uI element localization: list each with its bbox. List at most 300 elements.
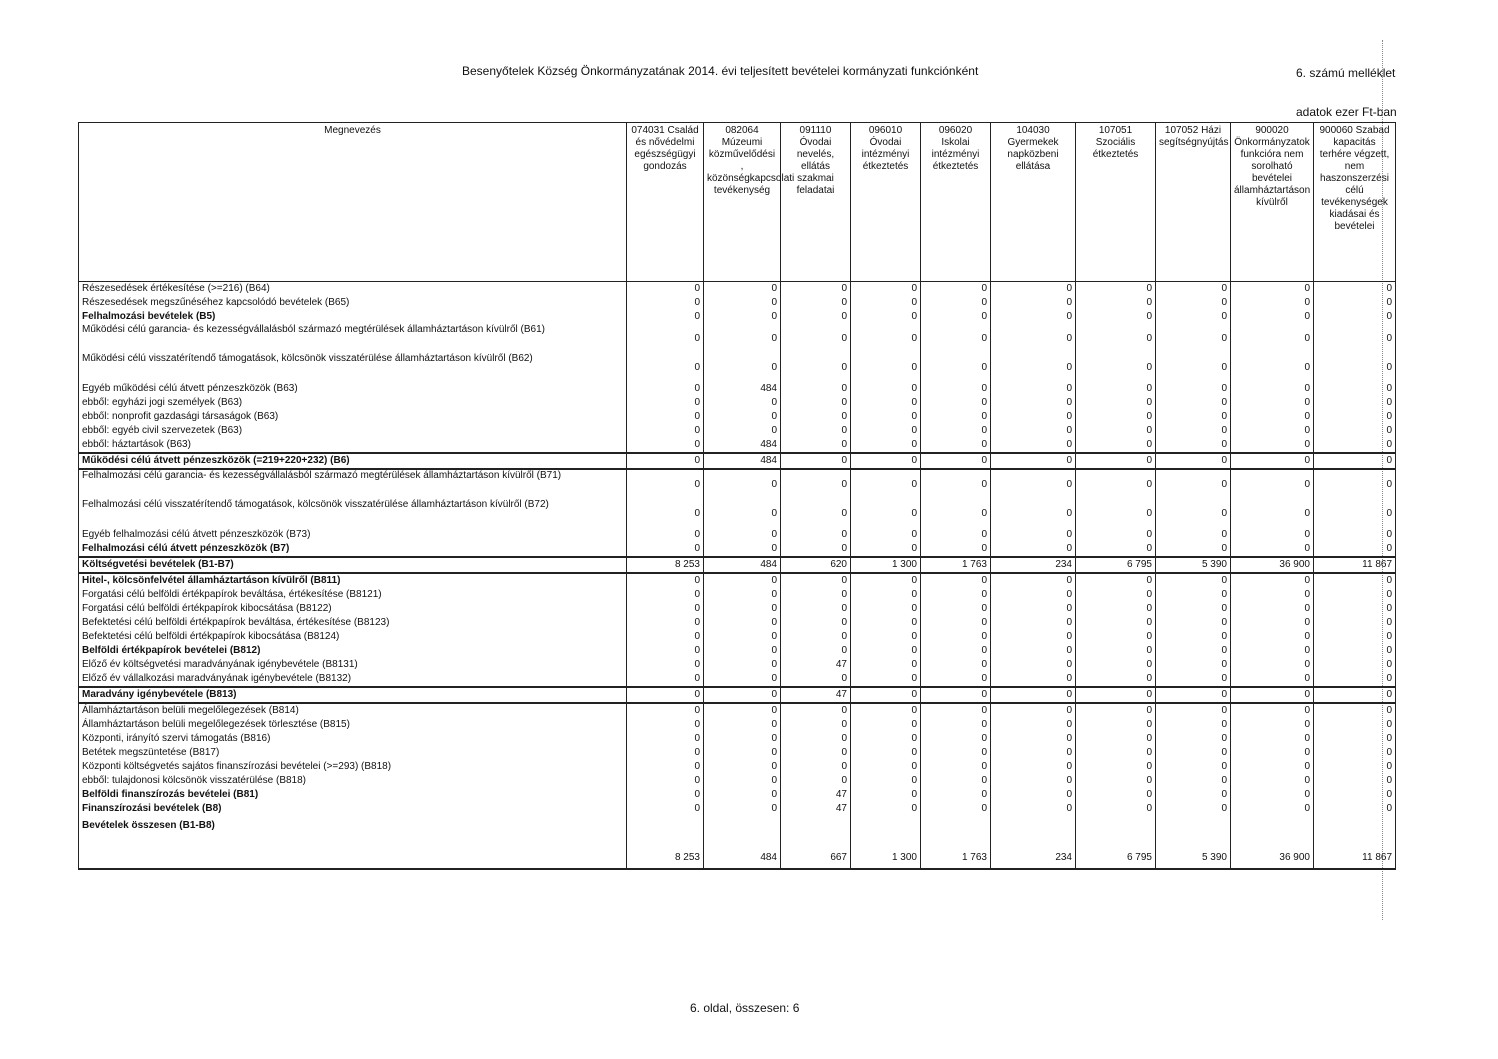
row-value: 0 [1314, 499, 1396, 528]
row-value: 0 [1231, 658, 1314, 672]
row-value: 0 [851, 588, 921, 602]
row-label: Egyéb felhalmozási célú átvett pénzeszközök (B73) [79, 528, 627, 542]
row-value: 0 [1156, 469, 1231, 499]
row-value: 0 [991, 282, 1076, 297]
row-value: 0 [1156, 746, 1231, 760]
row-value: 6 795 [1076, 816, 1156, 869]
row-value: 0 [1314, 469, 1396, 499]
row-value: 0 [1156, 703, 1231, 718]
row-value: 0 [627, 469, 704, 499]
row-value: 0 [851, 310, 921, 324]
row-value: 0 [851, 616, 921, 630]
table-row [79, 438, 1396, 453]
table-row [79, 602, 1396, 616]
row-value: 0 [921, 438, 991, 453]
row-value: 0 [1314, 687, 1396, 703]
row-value: 0 [781, 324, 851, 353]
row-value: 0 [1156, 760, 1231, 774]
row-value: 0 [781, 746, 851, 760]
row-value: 0 [627, 282, 704, 297]
row-value: 6 795 [1076, 557, 1156, 573]
table-row [79, 296, 1396, 310]
row-value: 0 [851, 324, 921, 353]
row-value: 0 [704, 324, 781, 353]
row-value: 0 [1314, 310, 1396, 324]
row-value: 0 [1231, 644, 1314, 658]
row-value: 0 [704, 424, 781, 438]
row-value: 0 [1314, 658, 1396, 672]
row-value: 5 390 [1156, 816, 1231, 869]
row-value: 0 [921, 353, 991, 382]
row-value: 0 [781, 499, 851, 528]
row-value: 0 [704, 499, 781, 528]
row-value: 0 [781, 424, 851, 438]
row-value: 0 [921, 296, 991, 310]
row-value: 0 [1076, 499, 1156, 528]
row-value: 0 [1076, 774, 1156, 788]
row-value: 0 [991, 542, 1076, 557]
row-value: 0 [627, 353, 704, 382]
table-row [79, 424, 1396, 438]
row-value: 0 [781, 542, 851, 557]
row-value: 36 900 [1231, 557, 1314, 573]
row-value: 0 [781, 760, 851, 774]
row-value: 0 [704, 573, 781, 588]
row-value: 0 [627, 296, 704, 310]
row-value: 0 [991, 296, 1076, 310]
row-value: 0 [1076, 602, 1156, 616]
row-value: 0 [627, 499, 704, 528]
row-label: Államháztartáson belüli megelőlegezések törlesztése (B815) [79, 718, 627, 732]
row-value: 0 [1156, 658, 1231, 672]
row-value: 0 [1076, 788, 1156, 802]
row-value: 0 [704, 687, 781, 703]
row-value: 0 [991, 718, 1076, 732]
table-row [79, 672, 1396, 687]
row-value: 0 [1231, 542, 1314, 557]
row-label: Betétek megszüntetése (B817) [79, 746, 627, 760]
row-value: 484 [704, 438, 781, 453]
row-value: 0 [921, 469, 991, 499]
row-value: 0 [1076, 282, 1156, 297]
row-value: 0 [1231, 396, 1314, 410]
row-value: 0 [1076, 396, 1156, 410]
row-value: 0 [1156, 672, 1231, 687]
row-value: 0 [781, 296, 851, 310]
row-value: 1 763 [921, 816, 991, 869]
row-value: 0 [1314, 438, 1396, 453]
column-header: 900020 Önkormányzatok funkcióra nem sorolható bevételei államháztartáson kívülről [1231, 123, 1314, 282]
row-value: 0 [1314, 788, 1396, 802]
row-label: ebből: nonprofit gazdasági társaságok (B63) [79, 410, 627, 424]
column-header: 091110 Óvodai nevelés, ellátás szakmai feladatai [781, 123, 851, 282]
row-value: 0 [781, 644, 851, 658]
table-row [79, 557, 1396, 573]
row-value: 0 [991, 438, 1076, 453]
row-value: 0 [1231, 746, 1314, 760]
column-header: 082064 Múzeumi közművelődési , közönségkapcsolati tevékenység [704, 123, 781, 282]
table-row [79, 658, 1396, 672]
row-value: 0 [1231, 802, 1314, 816]
row-value: 0 [1231, 703, 1314, 718]
row-value: 0 [851, 703, 921, 718]
row-value: 0 [627, 573, 704, 588]
row-value: 47 [781, 658, 851, 672]
row-value: 0 [851, 438, 921, 453]
row-value: 0 [627, 802, 704, 816]
row-value: 0 [1231, 410, 1314, 424]
row-value: 0 [991, 732, 1076, 746]
row-value: 0 [627, 760, 704, 774]
column-header: 107051 Szociális étkeztetés [1076, 123, 1156, 282]
row-value: 0 [1156, 616, 1231, 630]
row-value: 0 [921, 499, 991, 528]
row-value: 0 [1076, 658, 1156, 672]
row-value: 0 [704, 602, 781, 616]
row-value: 0 [1076, 528, 1156, 542]
row-value: 0 [1231, 732, 1314, 746]
row-value: 0 [1076, 324, 1156, 353]
row-value: 0 [921, 672, 991, 687]
row-value: 0 [1156, 602, 1231, 616]
row-value: 0 [921, 788, 991, 802]
row-value: 0 [851, 382, 921, 396]
column-header: Megnevezés [79, 123, 627, 282]
table-row [79, 760, 1396, 774]
row-value: 0 [1231, 438, 1314, 453]
row-value: 0 [781, 282, 851, 297]
row-value: 0 [781, 353, 851, 382]
row-label: Belföldi finanszírozás bevételei (B81) [79, 788, 627, 802]
row-value: 0 [781, 774, 851, 788]
row-value: 47 [781, 802, 851, 816]
row-value: 1 300 [851, 557, 921, 573]
row-value: 0 [991, 588, 1076, 602]
row-value: 0 [627, 324, 704, 353]
row-value: 0 [1076, 672, 1156, 687]
header-row [79, 123, 1396, 282]
row-value: 0 [1156, 542, 1231, 557]
row-label: ebből: egyházi jogi személyek (B63) [79, 396, 627, 410]
row-value: 0 [1231, 282, 1314, 297]
row-value: 0 [921, 658, 991, 672]
row-value: 0 [1076, 382, 1156, 396]
row-value: 0 [991, 424, 1076, 438]
row-value: 0 [627, 382, 704, 396]
row-value: 0 [627, 732, 704, 746]
row-value: 0 [781, 396, 851, 410]
row-value: 0 [991, 774, 1076, 788]
row-value: 0 [627, 672, 704, 687]
row-value: 667 [781, 816, 851, 869]
row-value: 0 [1076, 573, 1156, 588]
row-value: 0 [921, 760, 991, 774]
row-value: 0 [1156, 528, 1231, 542]
row-value: 0 [1314, 324, 1396, 353]
row-value: 0 [1231, 424, 1314, 438]
column-header: 900060 Szabad kapacitás terhére végzett, nem haszonszerzési célú tevékenységek kiadásai és bevételei [1314, 123, 1396, 282]
row-value: 0 [851, 573, 921, 588]
row-value: 0 [851, 453, 921, 469]
row-label: Államháztartáson belüli megelőlegezések (B814) [79, 703, 627, 718]
row-value: 484 [704, 816, 781, 869]
row-value: 0 [781, 630, 851, 644]
row-value: 0 [851, 410, 921, 424]
row-value: 0 [627, 658, 704, 672]
row-value: 0 [1314, 802, 1396, 816]
row-value: 0 [991, 760, 1076, 774]
row-value: 8 253 [627, 816, 704, 869]
table-row [79, 324, 1396, 353]
row-value: 0 [1076, 802, 1156, 816]
table-row [79, 774, 1396, 788]
row-value: 0 [1314, 424, 1396, 438]
row-value: 0 [704, 616, 781, 630]
row-value: 0 [781, 602, 851, 616]
row-value: 0 [627, 630, 704, 644]
row-value: 0 [991, 602, 1076, 616]
row-value: 0 [1156, 588, 1231, 602]
table-row [79, 310, 1396, 324]
row-value: 0 [991, 788, 1076, 802]
table-row [79, 616, 1396, 630]
row-value: 0 [781, 528, 851, 542]
table-row [79, 732, 1396, 746]
row-value: 0 [1314, 573, 1396, 588]
row-value: 0 [1156, 382, 1231, 396]
row-value: 0 [921, 802, 991, 816]
row-value: 0 [704, 672, 781, 687]
row-value: 0 [851, 802, 921, 816]
column-header: 096020 Iskolai intézményi étkeztetés [921, 123, 991, 282]
row-value: 0 [1314, 703, 1396, 718]
row-label: Bevételek összesen (B1-B8) [79, 816, 627, 869]
row-value: 0 [991, 396, 1076, 410]
row-value: 0 [627, 718, 704, 732]
row-label: Belföldi értékpapírok bevételei (B812) [79, 644, 627, 658]
row-value: 0 [1314, 746, 1396, 760]
attachment-number: 6. számú melléklet [1296, 66, 1396, 80]
row-value: 484 [704, 453, 781, 469]
row-value: 0 [851, 602, 921, 616]
row-value: 1 763 [921, 557, 991, 573]
row-value: 0 [1076, 469, 1156, 499]
row-value: 0 [851, 746, 921, 760]
row-label: Felhalmozási célú garancia- és kezességvállalásból származó megtérülések államháztartáson kívülről (B71) [79, 469, 627, 499]
row-label: ebből: tulajdonosi kölcsönök visszatérülése (B818) [79, 774, 627, 788]
row-value: 0 [1231, 672, 1314, 687]
table-row [79, 573, 1396, 588]
row-label: Felhalmozási célú átvett pénzeszközök (B7) [79, 542, 627, 557]
row-value: 0 [1314, 296, 1396, 310]
row-value: 0 [921, 746, 991, 760]
row-value: 0 [1231, 528, 1314, 542]
row-value: 0 [991, 310, 1076, 324]
row-value: 234 [991, 557, 1076, 573]
row-value: 0 [627, 687, 704, 703]
row-value: 0 [991, 353, 1076, 382]
row-label: Költségvetési bevételek (B1-B7) [79, 557, 627, 573]
row-value: 0 [1156, 310, 1231, 324]
row-label: Felhalmozási bevételek (B5) [79, 310, 627, 324]
row-value: 36 900 [1231, 816, 1314, 869]
row-value: 0 [627, 616, 704, 630]
row-value: 0 [627, 542, 704, 557]
row-value: 0 [851, 732, 921, 746]
row-value: 0 [1231, 453, 1314, 469]
row-value: 0 [1231, 602, 1314, 616]
row-label: Központi, irányító szervi támogatás (B816) [79, 732, 627, 746]
row-value: 0 [851, 542, 921, 557]
row-value: 0 [1076, 746, 1156, 760]
row-value: 0 [1076, 453, 1156, 469]
row-value: 0 [851, 644, 921, 658]
row-value: 0 [781, 453, 851, 469]
row-value: 0 [1314, 382, 1396, 396]
row-value: 0 [1076, 353, 1156, 382]
row-value: 0 [627, 588, 704, 602]
row-value: 0 [991, 644, 1076, 658]
revenue-table [78, 122, 1396, 870]
row-value: 0 [921, 703, 991, 718]
row-value: 0 [851, 424, 921, 438]
row-value: 0 [1156, 353, 1231, 382]
row-value: 0 [781, 410, 851, 424]
table-row [79, 410, 1396, 424]
row-value: 0 [704, 802, 781, 816]
row-value: 0 [991, 802, 1076, 816]
row-value: 0 [921, 396, 991, 410]
row-value: 0 [921, 644, 991, 658]
row-value: 0 [1231, 310, 1314, 324]
row-value: 0 [1231, 324, 1314, 353]
row-value: 0 [921, 616, 991, 630]
document-title: Besenyőtelek Község Önkormányzatának 2014. évi teljesített bevételei kormányzati funkciónként [462, 64, 979, 78]
row-label: Részesedések megszűnéséhez kapcsolódó bevételek (B65) [79, 296, 627, 310]
page-footer: 6. oldal, összesen: 6 [690, 1001, 800, 1015]
row-value: 1 300 [851, 816, 921, 869]
row-value: 0 [1156, 324, 1231, 353]
row-value: 0 [1231, 296, 1314, 310]
row-label: ebből: háztartások (B63) [79, 438, 627, 453]
table-row [79, 630, 1396, 644]
row-value: 0 [921, 424, 991, 438]
row-label: Előző év vállalkozási maradványának igénybevétele (B8132) [79, 672, 627, 687]
row-value: 0 [627, 788, 704, 802]
row-value: 0 [627, 528, 704, 542]
row-value: 0 [991, 382, 1076, 396]
row-value: 0 [851, 774, 921, 788]
row-label: Előző év költségvetési maradványának igénybevétele (B8131) [79, 658, 627, 672]
row-value: 0 [991, 410, 1076, 424]
table-row [79, 353, 1396, 382]
row-value: 0 [1231, 353, 1314, 382]
row-value: 0 [851, 353, 921, 382]
row-value: 0 [921, 282, 991, 297]
row-value: 0 [1314, 732, 1396, 746]
row-value: 0 [1156, 774, 1231, 788]
row-value: 0 [921, 630, 991, 644]
row-value: 0 [704, 296, 781, 310]
row-value: 0 [1156, 788, 1231, 802]
row-value: 0 [1314, 453, 1396, 469]
row-value: 0 [851, 788, 921, 802]
row-value: 0 [991, 746, 1076, 760]
row-value: 0 [704, 542, 781, 557]
row-value: 0 [991, 672, 1076, 687]
table-row [79, 687, 1396, 703]
table-row [79, 499, 1396, 528]
row-label: Forgatási célú belföldi értékpapírok kibocsátása (B8122) [79, 602, 627, 616]
row-value: 0 [627, 310, 704, 324]
table-row [79, 528, 1396, 542]
row-value: 0 [1314, 602, 1396, 616]
row-value: 0 [1314, 282, 1396, 297]
row-value: 0 [781, 573, 851, 588]
row-value: 0 [1231, 788, 1314, 802]
row-value: 0 [704, 703, 781, 718]
table-row [79, 588, 1396, 602]
row-value: 0 [781, 732, 851, 746]
row-value: 0 [1314, 644, 1396, 658]
row-value: 0 [704, 588, 781, 602]
row-value: 0 [1156, 718, 1231, 732]
row-value: 0 [921, 718, 991, 732]
column-header: 107052 Házi segítségnyújtás [1156, 123, 1231, 282]
row-value: 0 [1076, 644, 1156, 658]
row-value: 0 [1231, 573, 1314, 588]
row-value: 11 867 [1314, 557, 1396, 573]
row-value: 0 [1314, 528, 1396, 542]
row-value: 0 [991, 687, 1076, 703]
row-value: 0 [781, 718, 851, 732]
row-value: 0 [851, 658, 921, 672]
row-value: 0 [1076, 718, 1156, 732]
row-value: 0 [704, 644, 781, 658]
units-note: adatok ezer Ft-ban [1296, 105, 1397, 119]
row-value: 0 [1076, 410, 1156, 424]
row-value: 0 [1314, 353, 1396, 382]
row-value: 0 [851, 469, 921, 499]
row-value: 0 [991, 528, 1076, 542]
table-row [79, 542, 1396, 557]
row-value: 0 [1076, 703, 1156, 718]
row-value: 0 [851, 282, 921, 297]
row-label: Működési célú átvett pénzeszközök (=219+220+232) (B6) [79, 453, 627, 469]
row-value: 0 [781, 310, 851, 324]
row-label: Felhalmozási célú visszatérítendő támogatások, kölcsönök visszatérülése államháztartáson kívülről (B72) [79, 499, 627, 528]
row-label: Finanszírozási bevételek (B8) [79, 802, 627, 816]
row-value: 47 [781, 788, 851, 802]
row-value: 0 [1314, 410, 1396, 424]
row-label: ebből: egyéb civil szervezetek (B63) [79, 424, 627, 438]
row-value: 5 390 [1156, 557, 1231, 573]
row-value: 0 [1314, 760, 1396, 774]
row-value: 0 [921, 774, 991, 788]
row-value: 0 [921, 573, 991, 588]
row-value: 0 [1314, 774, 1396, 788]
row-value: 0 [781, 469, 851, 499]
table-row [79, 282, 1396, 297]
row-value: 0 [704, 788, 781, 802]
row-value: 0 [627, 774, 704, 788]
row-value: 0 [1314, 542, 1396, 557]
row-value: 0 [991, 658, 1076, 672]
column-header: 104030 Gyermekek napközbeni ellátása [991, 123, 1076, 282]
row-value: 0 [704, 310, 781, 324]
row-value: 484 [704, 557, 781, 573]
row-value: 0 [991, 630, 1076, 644]
